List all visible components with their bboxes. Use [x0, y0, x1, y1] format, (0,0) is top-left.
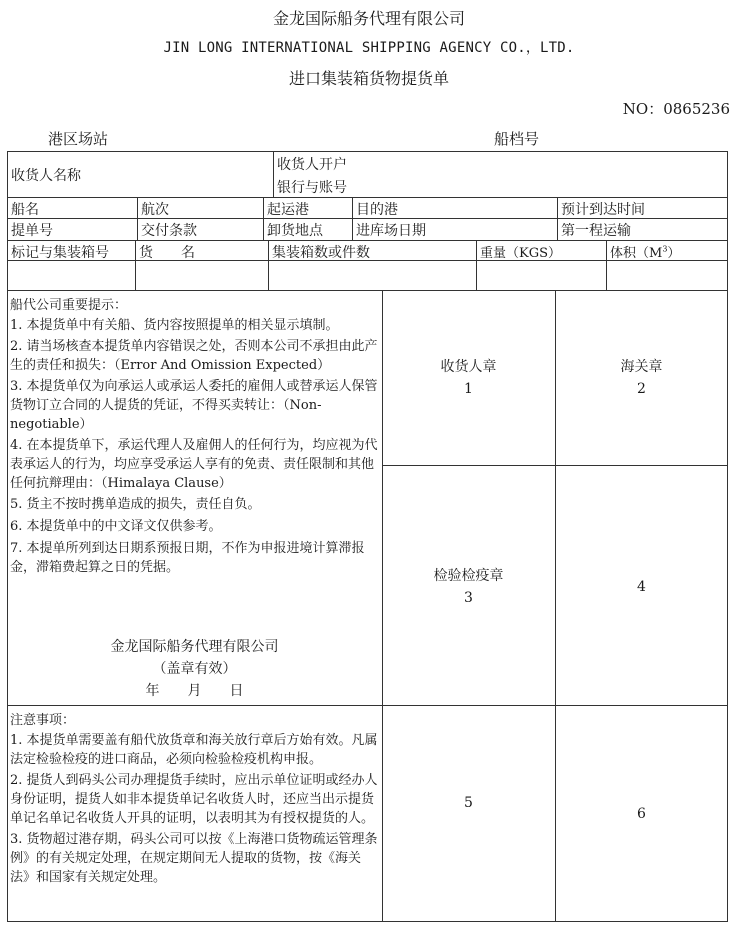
stamp-box-5-number: 5 — [464, 795, 473, 811]
document-number: NO：0865236 — [622, 100, 730, 118]
consignee-stamp-box — [382, 356, 555, 400]
discharge-place-label: 卸货地点 — [267, 223, 323, 239]
container-quantity-label: 集装箱数或件数 — [272, 245, 370, 261]
divider — [7, 290, 728, 291]
customs-stamp-box — [555, 356, 728, 400]
inspection-stamp-box — [382, 565, 555, 609]
notice-item: 2. 请当场核查本提货单内容错误之处，否则本公司不承担由此产生的责任和损失：（Error And Omission Expected） — [10, 339, 378, 373]
weight-label: 重量（KGS） — [480, 246, 562, 261]
sign-seal-note: （盖章有效） — [152, 661, 237, 677]
destination-port-label: 目的港 — [356, 202, 398, 218]
agent-notice — [10, 296, 380, 577]
stamp-box-6-number: 6 — [637, 806, 646, 822]
divider — [273, 151, 274, 197]
sign-date: 年 月 日 — [145, 683, 244, 699]
notice-item: 1. 本提货单中有关船、货内容按照提单的相关显示填制。 — [10, 318, 339, 333]
goods-name-label: 货 名 — [139, 245, 195, 261]
bl-number-label: 提单号 — [11, 223, 53, 239]
attention-item: 2. 提货人到码头公司办理提货手续时，应出示单位证明或经办人身份证明，提货人如非本提货单记名收货人时，还应当出示提货单记名单记名收货人开具的证明，以表明其为有授权提货的人。 — [10, 773, 378, 826]
divider — [476, 240, 477, 290]
divider — [268, 240, 269, 290]
consignee-stamp-number: 1 — [464, 381, 473, 397]
stamp-box-4-number: 4 — [637, 579, 646, 595]
inspection-stamp-label: 检验检疫章 — [433, 568, 504, 584]
yard-entry-date-label: 进库场日期 — [356, 223, 426, 239]
divider — [557, 197, 558, 240]
company-name-cn: 金龙国际船务代理有限公司 — [272, 9, 465, 28]
consignee-stamp-label: 收货人章 — [440, 359, 497, 375]
attention-item: 1. 本提货单需要盖有船代放货章和海关放行章后方始有效。凡属法定检验检疫的进口商品，必须向检验检疫机构申报。 — [10, 733, 378, 767]
ship-file-label: 船档号 — [494, 130, 540, 148]
notice-item: 4. 在本提货单下，承运代理人及雇佣人的任何行为，均应视为代表承运人的行为，均应享受承运人享有的免责、责任限制和其他任何抗辩理由：（Himalaya Clause） — [10, 438, 378, 491]
customs-stamp-label: 海关章 — [620, 359, 663, 375]
eta-label: 预计到达时间 — [561, 202, 645, 218]
port-station-label: 港区场站 — [48, 130, 109, 148]
consignee-bank-label-1: 收货人开户 — [277, 157, 347, 173]
vessel-label: 船名 — [11, 202, 39, 218]
consignee-name-label: 收货人名称 — [11, 168, 81, 184]
voyage-label: 航次 — [141, 202, 169, 218]
inspection-stamp-number: 3 — [464, 590, 473, 606]
divider — [135, 240, 136, 290]
notice-title: 船代公司重要提示： — [10, 298, 128, 313]
divider — [7, 705, 728, 706]
divider — [352, 197, 353, 240]
volume-label: 体积$(M^3)$ — [610, 244, 681, 261]
port-of-loading-label: 起运港 — [267, 202, 309, 218]
document-title: 进口集装箱货物提货单 — [288, 69, 449, 88]
notice-item: 5. 货主不按时携单造成的损失，责任自负。 — [10, 497, 261, 512]
notice-item: 7. 本提单所列到达日期系预报日期，不作为申报进境计算滞报金，滞箱费起算之日的凭据。 — [10, 541, 365, 575]
attention-notes — [10, 711, 380, 887]
attention-item: 3. 货物超过港存期，码头公司可以按《上海港口货物疏运管理条例》的有关规定处理，在规定期间无人提取的货物，按《海关法》和国家有关规定处理。 — [10, 832, 378, 885]
divider — [137, 197, 138, 240]
divider — [606, 240, 607, 290]
divider — [7, 240, 728, 241]
attention-title: 注意事项： — [10, 713, 76, 728]
customs-stamp-number: 2 — [637, 381, 646, 397]
consignee-bank-label-2: 银行与账号 — [277, 180, 347, 196]
first-transport-label: 第一程运输 — [561, 223, 631, 239]
divider — [263, 197, 264, 240]
divider — [7, 197, 728, 198]
delivery-terms-label: 交付条款 — [141, 223, 197, 239]
notice-item: 3. 本提货单仅为向承运人或承运人委托的雇佣人或替承运人保管货物订立合同的人提货的凭证，不得买卖转让：（Non-negotiable） — [10, 379, 378, 432]
sign-company: 金龙国际船务代理有限公司 — [110, 639, 279, 655]
notice-item: 6. 本提货单中的中文译文仅供参考。 — [10, 519, 222, 534]
marks-container-label: 标记与集装箱号 — [11, 245, 109, 261]
company-name-en: JIN LONG INTERNATIONAL SHIPPING AGENCY CO.，LTD. — [163, 40, 575, 56]
